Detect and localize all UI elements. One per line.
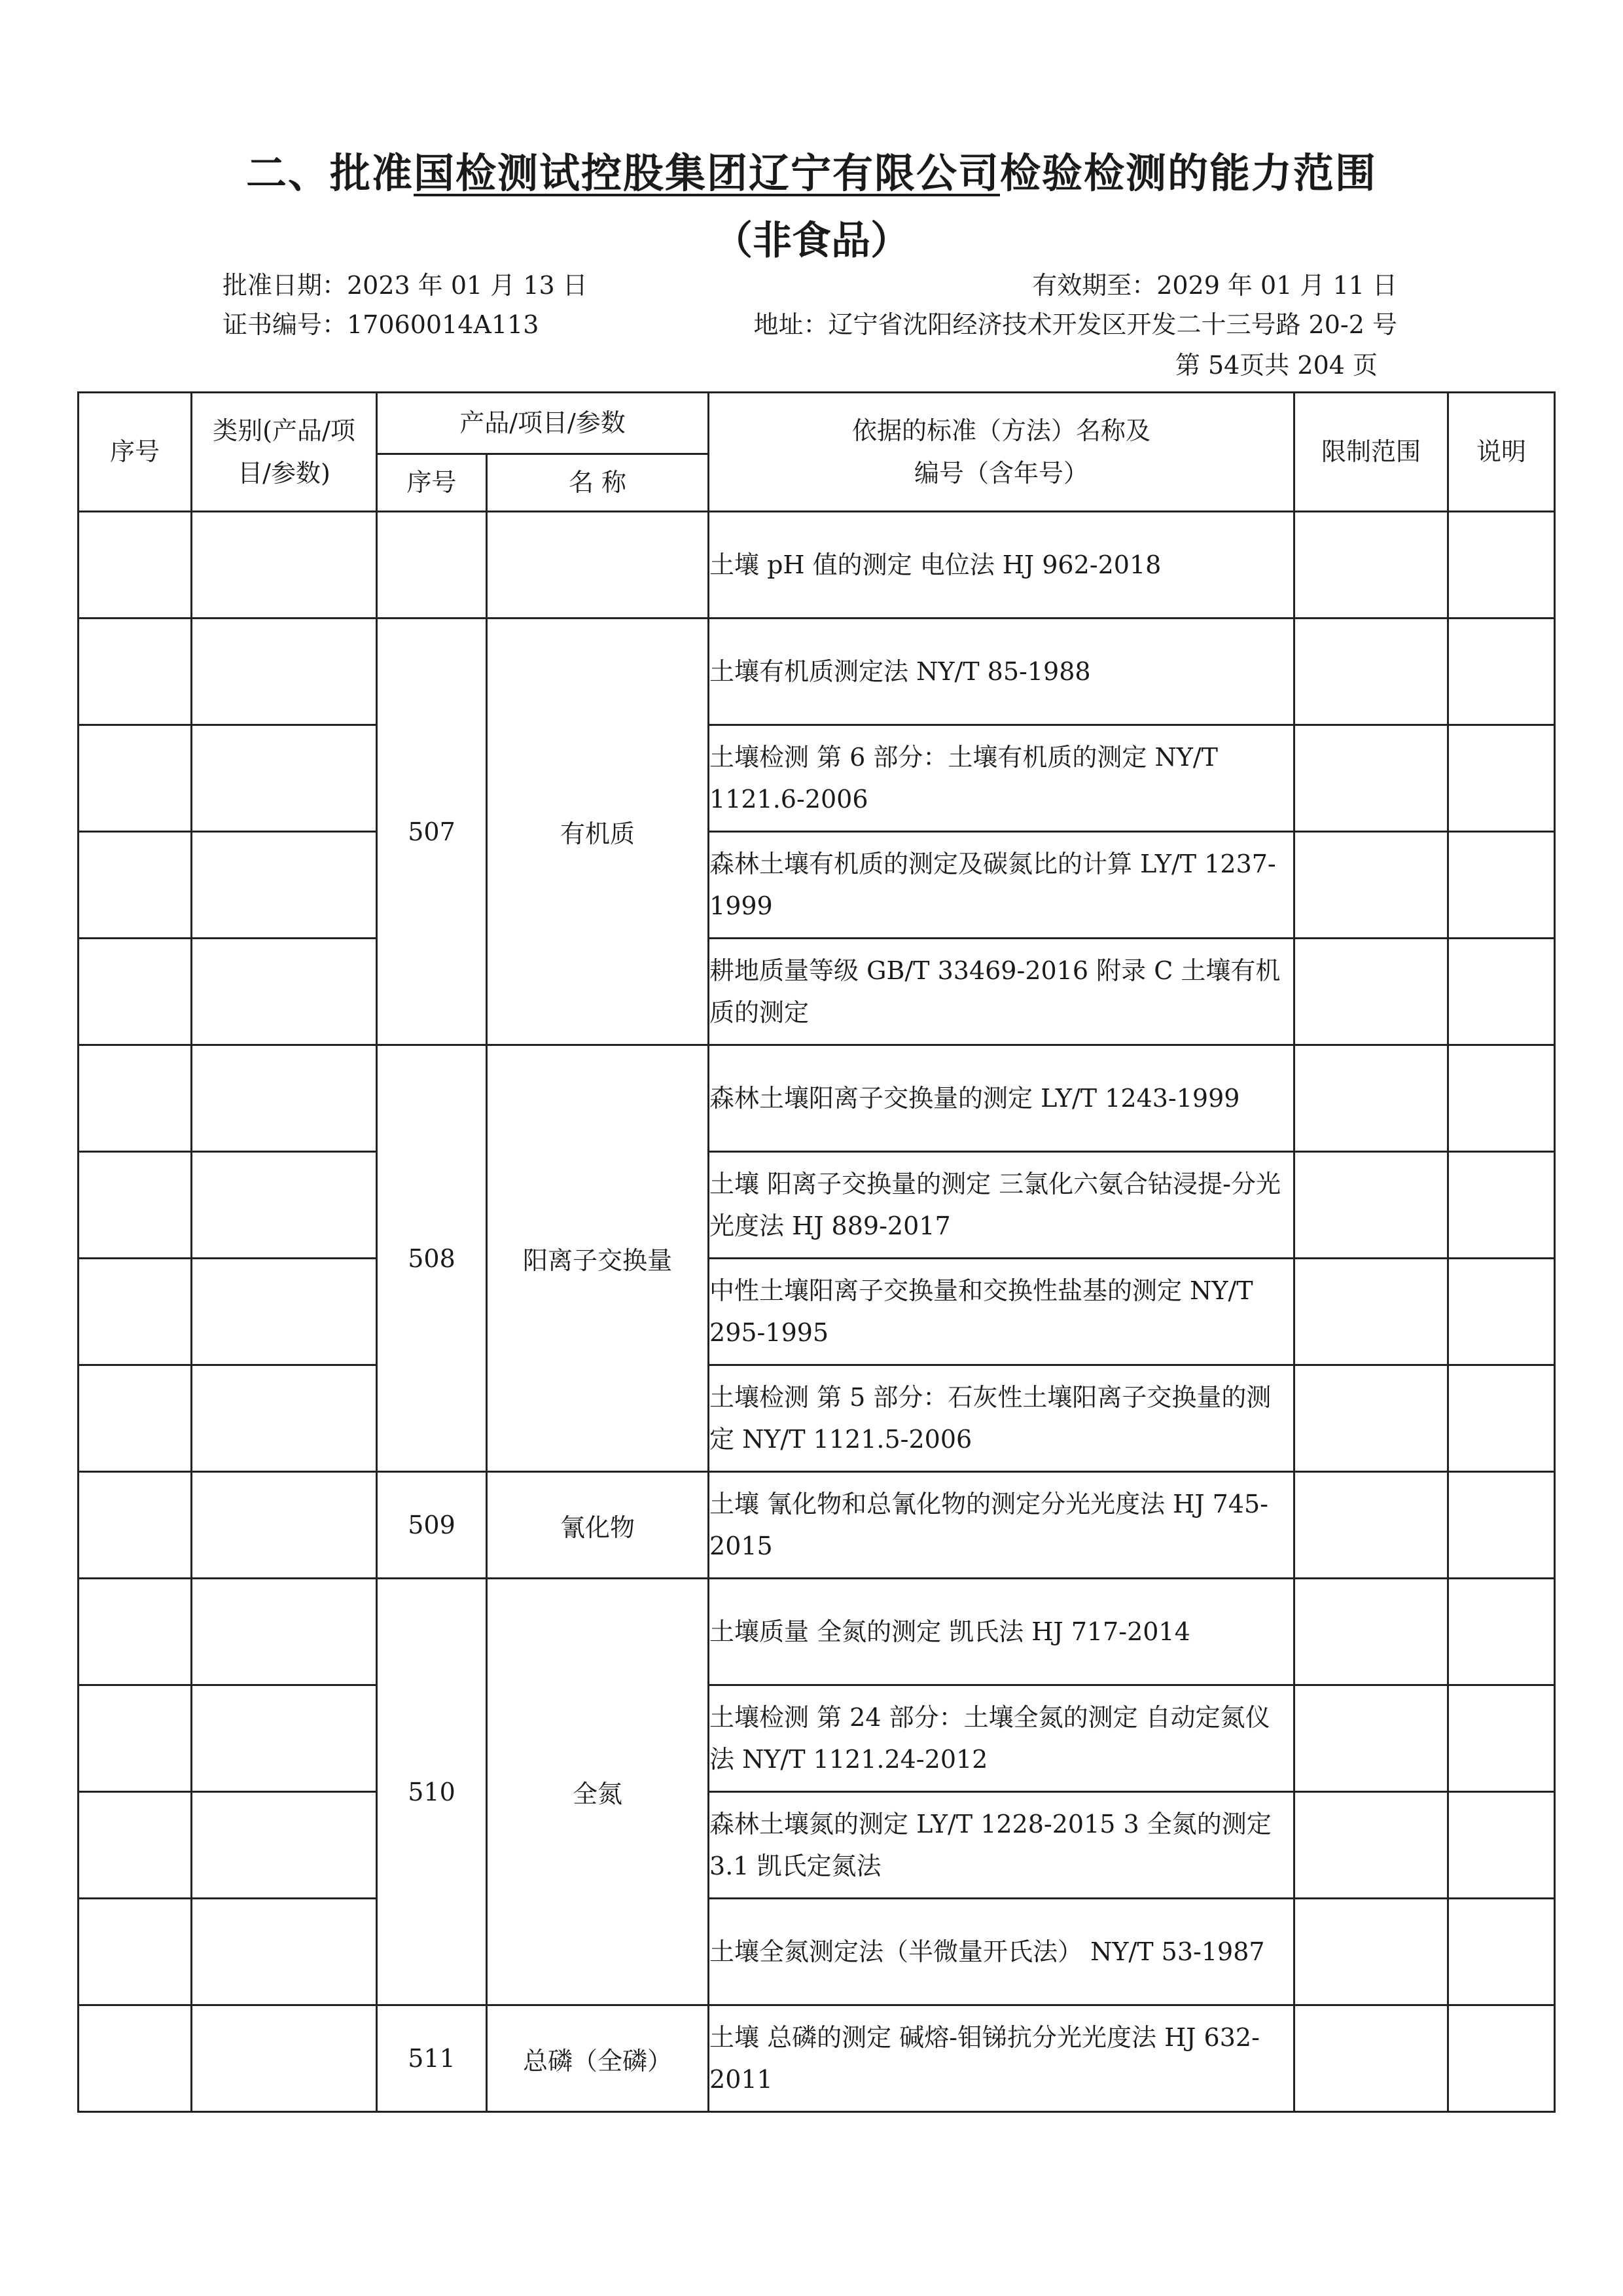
note-cell: [1448, 1045, 1555, 1152]
standard-cell: 土壤检测 第 6 部分：土壤有机质的测定 NY/T 1121.6-2006: [709, 725, 1294, 832]
note-cell: [1448, 1792, 1555, 1899]
limit-cell: [1294, 1152, 1448, 1259]
row-seq-cell: [79, 1152, 192, 1259]
row-category-cell: [192, 939, 377, 1045]
row-category-cell: [192, 1365, 377, 1472]
table-row: [79, 939, 1555, 1045]
row-category-cell: [192, 619, 377, 725]
page-number: 第 54页共 204 页: [1175, 351, 1378, 380]
row-seq-cell: [79, 619, 192, 725]
item-name: 总磷（全磷）: [487, 2005, 709, 2112]
table-row: [79, 512, 1555, 619]
standard-cell: 土壤检测 第 5 部分：石灰性土壤阳离子交换量的测定 NY/T 1121.5-2006: [709, 1365, 1294, 1472]
row-category-cell: [192, 1259, 377, 1365]
standard-cell: 土壤有机质测定法 NY/T 85-1988: [709, 619, 1294, 725]
standard-cell: 耕地质量等级 GB/T 33469-2016 附录 C 土壤有机质的测定: [709, 939, 1294, 1045]
row-seq-cell: [79, 1792, 192, 1899]
table-row: [79, 1045, 1555, 1152]
row-category-cell: [192, 1899, 377, 2005]
row-category-cell: [192, 832, 377, 939]
table-row: [79, 1792, 1555, 1899]
row-category-cell: [192, 1152, 377, 1259]
row-seq-cell: [79, 1472, 192, 1579]
standard-cell: 土壤 氰化物和总氰化物的测定分光光度法 HJ 745-2015: [709, 1472, 1294, 1579]
limit-cell: [1294, 1792, 1448, 1899]
row-seq-cell: [79, 832, 192, 939]
note-cell: [1448, 1472, 1555, 1579]
header-limit: 限制范围: [1294, 393, 1448, 512]
row-seq-cell: [79, 1259, 192, 1365]
row-category-cell: [192, 512, 377, 619]
note-cell: [1448, 619, 1555, 725]
limit-cell: [1294, 512, 1448, 619]
table-row: [79, 2005, 1555, 2112]
header-category: 类别(产品/项目/参数): [192, 393, 377, 512]
item-name: 有机质: [487, 619, 709, 1045]
standard-cell: 土壤 阳离子交换量的测定 三氯化六氨合钴浸提-分光光度法 HJ 889-2017: [709, 1152, 1294, 1259]
row-seq-cell: [79, 1685, 192, 1792]
item-name: [487, 512, 709, 619]
table-row: [79, 1365, 1555, 1472]
header-sub-name: 名 称: [487, 454, 709, 512]
row-category-cell: [192, 1579, 377, 1685]
standard-cell: 土壤质量 全氮的测定 凯氏法 HJ 717-2014: [709, 1579, 1294, 1685]
row-category-cell: [192, 1685, 377, 1792]
capability-table: [77, 391, 1556, 2113]
header-seq: 序号: [79, 393, 192, 512]
note-cell: [1448, 1899, 1555, 2005]
table-row: [79, 1259, 1555, 1365]
table-row: [79, 1152, 1555, 1259]
standard-cell: 土壤检测 第 24 部分：土壤全氮的测定 自动定氮仪法 NY/T 1121.24-2012: [709, 1685, 1294, 1792]
note-cell: [1448, 832, 1555, 939]
standard-cell: 中性土壤阳离子交换量和交换性盐基的测定 NY/T 295-1995: [709, 1259, 1294, 1365]
table-row: [79, 1899, 1555, 2005]
note-cell: [1448, 1685, 1555, 1792]
table-row: [79, 619, 1555, 725]
limit-cell: [1294, 1472, 1448, 1579]
item-name: 氰化物: [487, 1472, 709, 1579]
header-sub-seq: 序号: [377, 454, 487, 512]
limit-cell: [1294, 1259, 1448, 1365]
item-seq: 510: [377, 1579, 487, 2005]
row-category-cell: [192, 1792, 377, 1899]
org-name: 国检测试控股集团辽宁有限公司: [413, 149, 1000, 197]
table-row: [79, 1472, 1555, 1579]
standard-cell: 土壤 总磷的测定 碱熔-钼锑抗分光光度法 HJ 632-2011: [709, 2005, 1294, 2112]
table-row: [79, 725, 1555, 832]
item-seq: [377, 512, 487, 619]
valid-until: 有效期至：2029 年 01 月 11 日: [1032, 271, 1397, 300]
table-row: [79, 1685, 1555, 1792]
row-seq-cell: [79, 1365, 192, 1472]
limit-cell: [1294, 1899, 1448, 2005]
row-seq-cell: [79, 512, 192, 619]
table-row: [79, 832, 1555, 939]
row-category-cell: [192, 2005, 377, 2112]
page-subtitle: （非食品）: [713, 218, 910, 264]
item-seq: 511: [377, 2005, 487, 2112]
header-note: 说明: [1448, 393, 1555, 512]
note-cell: [1448, 1259, 1555, 1365]
row-category-cell: [192, 1045, 377, 1152]
item-name: 全氮: [487, 1579, 709, 2005]
header-standard: 依据的标准（方法）名称及编号（含年号）: [709, 393, 1294, 512]
item-seq: 508: [377, 1045, 487, 1472]
row-seq-cell: [79, 1579, 192, 1685]
standard-cell: 森林土壤氮的测定 LY/T 1228-2015 3 全氮的测定 3.1 凯氏定氮法: [709, 1792, 1294, 1899]
note-cell: [1448, 939, 1555, 1045]
standard-cell: 森林土壤有机质的测定及碳氮比的计算 LY/T 1237-1999: [709, 832, 1294, 939]
note-cell: [1448, 2005, 1555, 2112]
note-cell: [1448, 512, 1555, 619]
limit-cell: [1294, 1579, 1448, 1685]
certificate-number: 证书编号：17060014A113: [223, 310, 539, 339]
item-name: 阳离子交换量: [487, 1045, 709, 1472]
standard-cell: 土壤 pH 值的测定 电位法 HJ 962-2018: [709, 512, 1294, 619]
item-seq: 509: [377, 1472, 487, 1579]
page-title: 二、批准国检测试控股集团辽宁有限公司检验检测的能力范围: [245, 149, 1378, 197]
limit-cell: [1294, 725, 1448, 832]
limit-cell: [1294, 1365, 1448, 1472]
standard-cell: 森林土壤阳离子交换量的测定 LY/T 1243-1999: [709, 1045, 1294, 1152]
row-seq-cell: [79, 725, 192, 832]
limit-cell: [1294, 2005, 1448, 2112]
limit-cell: [1294, 619, 1448, 725]
limit-cell: [1294, 832, 1448, 939]
row-seq-cell: [79, 2005, 192, 2112]
address: 地址：辽宁省沈阳经济技术开发区开发二十三号路 20-2 号: [753, 310, 1397, 339]
note-cell: [1448, 1152, 1555, 1259]
limit-cell: [1294, 1045, 1448, 1152]
row-category-cell: [192, 725, 377, 832]
limit-cell: [1294, 1685, 1448, 1792]
note-cell: [1448, 725, 1555, 832]
row-seq-cell: [79, 939, 192, 1045]
note-cell: [1448, 1579, 1555, 1685]
row-category-cell: [192, 1472, 377, 1579]
row-seq-cell: [79, 1899, 192, 2005]
approval-date: 批准日期：2023 年 01 月 13 日: [223, 271, 588, 300]
row-seq-cell: [79, 1045, 192, 1152]
header-product: 产品/项目/参数: [377, 393, 709, 454]
limit-cell: [1294, 939, 1448, 1045]
table-row: [79, 1579, 1555, 1685]
standard-cell: 土壤全氮测定法（半微量开氏法） NY/T 53-1987: [709, 1899, 1294, 2005]
note-cell: [1448, 1365, 1555, 1472]
item-seq: 507: [377, 619, 487, 1045]
